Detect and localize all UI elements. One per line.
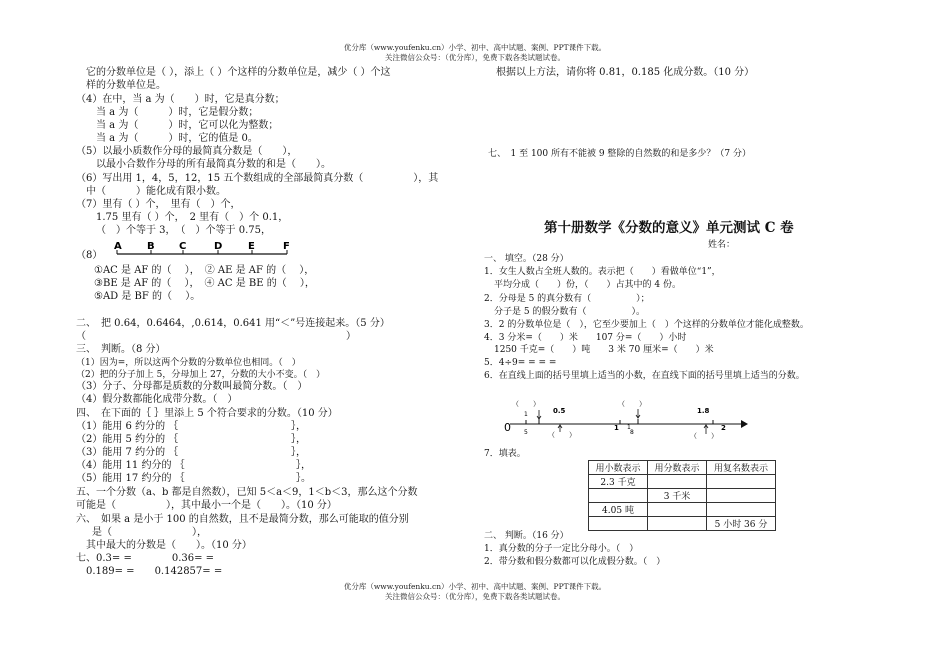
fill-item: 分子是 5 的假分数有（ ）。 xyxy=(494,307,645,317)
table-header: 用小数表示 xyxy=(589,461,648,475)
question-8-line: ①AC 是 AF 的（ ）， ② AE 是 AF 的（ ）， xyxy=(94,265,315,276)
question-7: （7）里有（ ）个， 里有（ ）个， xyxy=(76,199,241,210)
point-label-c: C xyxy=(179,241,187,252)
name-label: 姓名： xyxy=(708,240,736,250)
frac-1-5-den: 5 xyxy=(524,429,528,436)
fill-item: 1250 千克=（ ）吨 3 米 70 厘米=（ ）米 xyxy=(494,345,714,355)
frac-1-8-den: 8 xyxy=(630,429,634,436)
fill-item: 3．2 的分数单位是（ ），它至少要加上（ ）个这样的分数单位才能化成整数。 xyxy=(484,320,809,330)
question-4-line: 当 a 为（ ）时，它是假分数； xyxy=(96,107,259,118)
label-one: 1 xyxy=(614,424,619,432)
brace-close: ｝。 xyxy=(296,473,311,484)
question-6-line: 中（ ）能化成有限小数。 xyxy=(86,186,226,197)
fill-item: 1．女生人数占全班人数的。表示把（ ）看做单位“1”， xyxy=(484,267,721,277)
section-3-heading: 三、 判断。（8 分） xyxy=(76,344,166,355)
page-title: 第十册数学《分数的意义》单元测试 C 卷 xyxy=(544,220,794,236)
left-line: 样的分数单位是。 xyxy=(86,80,166,91)
point-label-d: D xyxy=(214,241,223,252)
table-cell xyxy=(707,475,776,489)
table-cell xyxy=(648,503,707,517)
question-4-line: 当 a 为（ ）时，它的值是 0。 xyxy=(96,133,258,144)
section-2-heading: 二、 把 0.64，0.6464，,0.614，0.641 用“＜”号连接起来。（5 分） xyxy=(76,318,390,329)
question-8-line: ③BE 是 AF 的（ ）， ④ AC 是 BE 的（ ）， xyxy=(94,278,315,289)
question-8: （8） xyxy=(76,250,103,261)
point-label-b: B xyxy=(147,241,155,252)
question-8-line: ⑤AD 是 BF 的（ ）。 xyxy=(94,291,201,302)
paren-below-2: （ ） xyxy=(690,432,718,440)
footer-line-1: 优分库（www.youfenku.cn）小学、初中、高中试题、案例、PPT课件下载。 xyxy=(343,582,607,591)
fill-item: 5．4÷9= = = = xyxy=(484,358,557,368)
section-4-heading: 四、 在下面的｛ ｝里添上 5 个符合要求的分数。（10 分） xyxy=(76,408,338,419)
table-row xyxy=(589,475,776,489)
table-cell: 2.3 千克 xyxy=(589,475,648,489)
section-7-line: 0.189= = 0.142857= = xyxy=(86,566,223,577)
judge-item: （1）因为=，所以这两个分数的分数单位也相同。（ ） xyxy=(76,358,301,368)
table-cell: 5 小时 36 分 xyxy=(707,517,776,531)
brace-close: ｝， xyxy=(291,434,306,445)
table-cell xyxy=(589,517,648,531)
section-6-heading: 六、 如果 a 是小于 100 的自然数，且不是最简分数，那么可能取的值分别 xyxy=(76,514,409,525)
fraction-item: （3）能用 7 约分的 ｛ xyxy=(76,447,179,458)
question-5-line: 以最小合数作分母的所有最简真分数的和是（ ）。 xyxy=(96,159,331,170)
label-two: 2 xyxy=(721,424,726,432)
table-question: 7．填表。 xyxy=(484,449,526,459)
fraction-item: （4）能用 11 约分的 ｛ xyxy=(76,460,185,471)
segment-diagram xyxy=(105,238,300,260)
fraction-item: （5）能用 17 约分的 ｛ xyxy=(76,473,185,484)
fill-item: 4．3 分米=（ ）米 107 分=（ ）小时 xyxy=(484,333,687,343)
paren-below-1: （ ） xyxy=(548,431,576,439)
arrow-down-icon xyxy=(636,409,640,418)
section-2-answer: （ ） xyxy=(76,331,356,342)
section-5-line: 可能是（ ），其中最小一个是（ ）。（10 分） xyxy=(76,500,337,511)
header-line-1: 优分库（www.youfenku.cn）小学、初中、高中试题、案例、PPT课件下载。 xyxy=(343,43,607,52)
section-7-heading: 七、0.3= = 0.36= = xyxy=(76,553,215,564)
judge-item: （3）分子、分母都是质数的分数叫最简分数。（ ） xyxy=(76,381,308,392)
section-5-heading: 五、一个分数（a、b 都是自然数），已知 5＜a＜9，1＜b＜3，那么这个分数 xyxy=(76,487,418,498)
table-cell xyxy=(648,517,707,531)
header-line-2: 关注微信公众号：（优分库），免费下载各类试题试卷。 xyxy=(385,53,565,62)
section-2-judge-heading: 二、 判断。（16 分） xyxy=(484,531,569,541)
table-cell: 4.05 吨 xyxy=(589,503,648,517)
table-cell xyxy=(648,475,707,489)
table-cell xyxy=(707,489,776,503)
section-1-heading: 一、 填空。（28 分） xyxy=(484,254,569,264)
judge-item: 2．带分数和假分数都可以化成假分数。（ ） xyxy=(484,557,666,567)
question-7-line: 1.75 里有（ ）个， 2 里有（ ）个 0.1， xyxy=(96,212,289,223)
brace-close: ｝， xyxy=(291,421,306,432)
right-top-line: 根据以上方法，请你将 0.81，0.185 化成分数。（10 分） xyxy=(496,67,755,78)
conversion-table xyxy=(588,460,776,531)
question-6: （6）写出用 1，4，5，12，15 五个数组成的全部最简真分数（ ），其 xyxy=(76,173,439,184)
table-header: 用复名数表示 xyxy=(707,461,776,475)
question-4-line: 当 a 为（ ）时，它可以化为整数； xyxy=(96,120,279,131)
fill-item: 6．在直线上面的括号里填上适当的小数，在直线下面的括号里填上适当的分数。 xyxy=(484,371,805,381)
question-7-line: （ ）个等于 3， （ ）个等于 0.75， xyxy=(96,225,271,236)
right-question-7: 七、 1 至 100 所有不能被 9 整除的自然数的和是多少？（7 分） xyxy=(488,149,752,159)
table-cell xyxy=(707,503,776,517)
judge-item: 1．真分数的分子一定比分母小。（ ） xyxy=(484,544,639,554)
arrow-down-icon xyxy=(537,410,541,419)
point-label-e: E xyxy=(248,241,255,252)
table-row xyxy=(589,503,776,517)
table-cell xyxy=(589,489,648,503)
table-cell: 3 千米 xyxy=(648,489,707,503)
fill-item: 2．分母是 5 的真分数有（ ）； xyxy=(484,294,650,304)
table-row xyxy=(589,517,776,531)
left-line: 它的分数单位是（ ），添上（ ）个这样的分数单位是，减少（ ）个这 xyxy=(86,67,391,78)
judge-item: （4）假分数都能化成带分数。（ ） xyxy=(76,394,238,405)
fraction-item: （2）能用 5 约分的 ｛ xyxy=(76,434,179,445)
point-label-f: F xyxy=(283,241,290,252)
section-6-line: 是（ ）， xyxy=(92,527,207,538)
question-5: （5）以最小质数作分母的最简真分数是（ ）， xyxy=(76,146,298,157)
frac-1-8-num: 1 xyxy=(627,424,631,431)
table-header-row xyxy=(589,461,776,475)
judge-item: （2）把的分子加上 5，分母加上 27，分数的大小不变。（ ） xyxy=(76,370,326,380)
label-zero: 0 xyxy=(504,421,511,434)
label-1-8: 1.8 xyxy=(697,407,710,415)
brace-close: ｝， xyxy=(291,447,306,458)
table-row xyxy=(589,489,776,503)
brace-close: ｝， xyxy=(296,460,311,471)
question-4: （4）在中，当 a 为（ ）时，它是真分数； xyxy=(76,94,285,105)
paren-above-2: （ ） xyxy=(618,400,646,408)
fill-item: 平均分成（ ）份，（ ）占其中的 4 份。 xyxy=(494,280,681,290)
number-line xyxy=(494,396,750,444)
point-label-a: A xyxy=(114,241,122,252)
label-0-5: 0.5 xyxy=(553,407,566,415)
table-header: 用分数表示 xyxy=(648,461,707,475)
section-6-line: 其中最大的分数是（ ）。（10 分） xyxy=(86,540,252,551)
paren-above-1: （ ） xyxy=(512,400,540,408)
footer-line-2: 关注微信公众号：（优分库），免费下载各类试题试卷。 xyxy=(385,592,565,601)
fraction-item: （1）能用 6 约分的 ｛ xyxy=(76,421,179,432)
frac-1-5-num: 1 xyxy=(524,411,528,418)
